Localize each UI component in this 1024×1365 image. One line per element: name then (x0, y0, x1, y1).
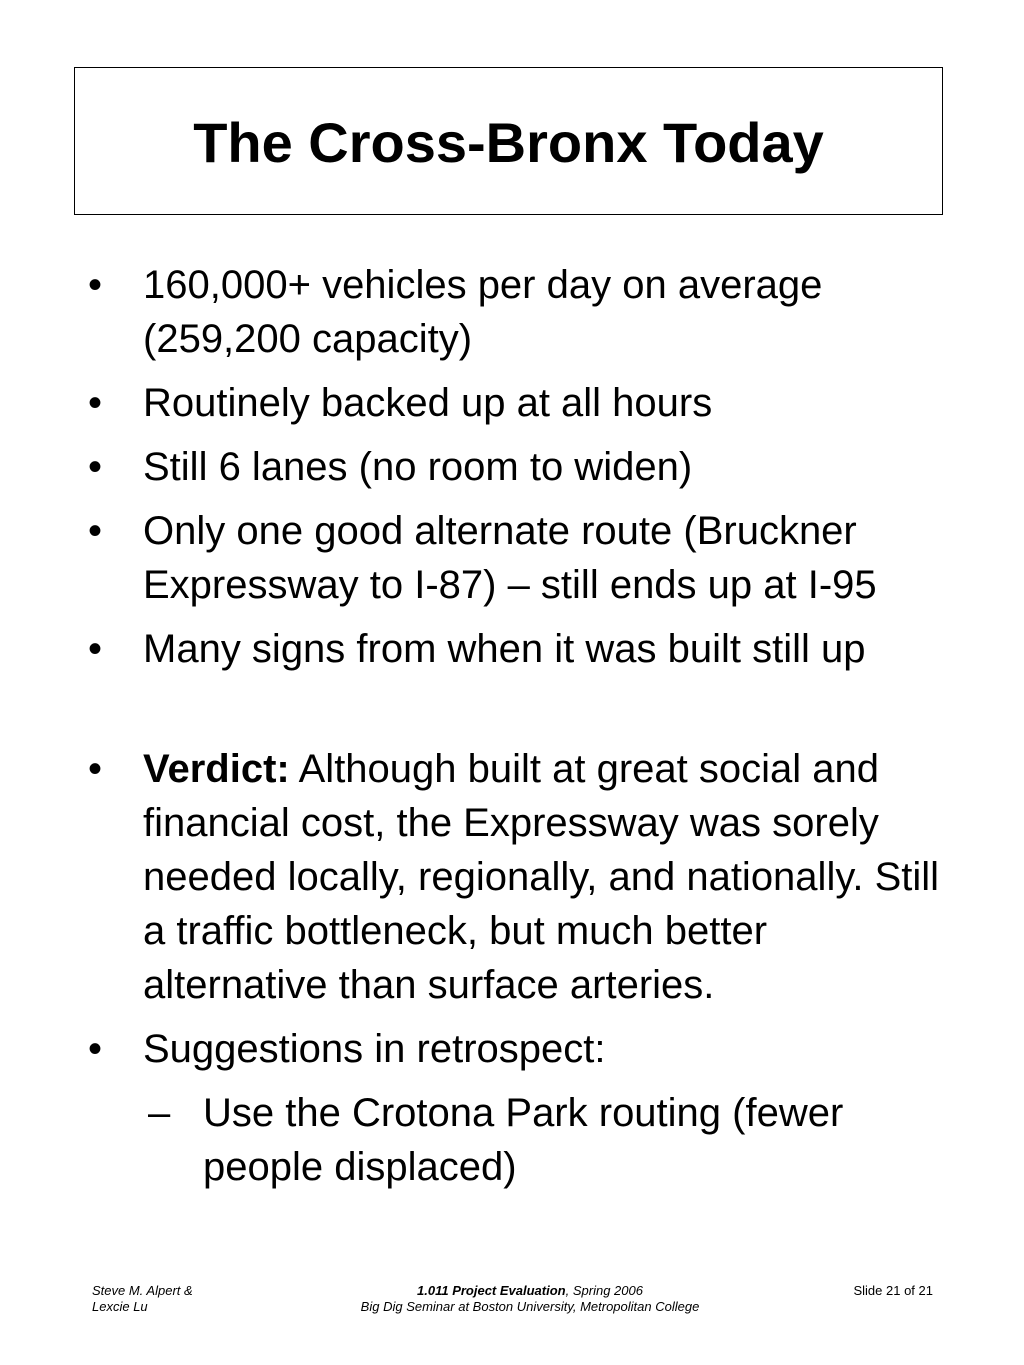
bullet-symbol: • (88, 263, 103, 307)
dash-symbol: – (148, 1091, 171, 1135)
bullet-text: Routinely backed up at all hours (143, 381, 713, 425)
bullet-item (88, 376, 948, 430)
slide-title: The Cross-Bronx Today (193, 111, 824, 174)
title-box (74, 67, 943, 215)
footer-authors: Steve M. Alpert & Lexcie Lu (92, 1283, 193, 1314)
slide-footer (0, 1283, 1024, 1323)
verdict-text: Although built at great social and financial cost, the Expressway was sorely needed locally, regionally, and nationally. Still a traffic bottleneck, but much better alternative than surface arteries. (143, 747, 940, 1007)
spacer (88, 686, 948, 742)
bullet-item (88, 622, 948, 676)
bullet-symbol: • (88, 381, 103, 425)
bullet-item (88, 440, 948, 494)
bullet-symbol: • (88, 1027, 103, 1071)
bullet-text: Only one good alternate route (Bruckner Expressway to I-87) – still ends up at I-95 (143, 509, 877, 607)
sub-bullet-item (88, 1086, 948, 1194)
footer-slide-number: Slide 21 of 21 (853, 1283, 933, 1298)
bullet-item (88, 504, 948, 612)
bullet-text: Still 6 lanes (no room to widen) (143, 445, 693, 489)
bullet-symbol: • (88, 747, 103, 791)
footer-course-title: 1.011 Project Evaluation (417, 1283, 566, 1298)
bullet-item (88, 258, 948, 366)
bullet-symbol: • (88, 509, 103, 553)
bullet-symbol: • (88, 445, 103, 489)
bullet-text: 160,000+ vehicles per day on average (259,200 capacity) (143, 263, 823, 361)
bullet-symbol: • (88, 627, 103, 671)
suggestions-bullet (88, 1022, 948, 1076)
bullet-text: Many signs from when it was built still up (143, 627, 866, 671)
verdict-bullet (88, 742, 948, 1012)
slide-body (88, 258, 948, 1194)
suggestions-heading: Suggestions in retrospect: (143, 1027, 606, 1071)
footer-course (330, 1283, 730, 1315)
sub-bullet-text: Use the Crotona Park routing (fewer people displaced) (203, 1091, 844, 1189)
footer-course-line2: Big Dig Seminar at Boston University, Metropolitan College (360, 1299, 700, 1314)
footer-course-term: , Spring 2006 (565, 1283, 643, 1298)
verdict-label: Verdict: (143, 747, 290, 791)
